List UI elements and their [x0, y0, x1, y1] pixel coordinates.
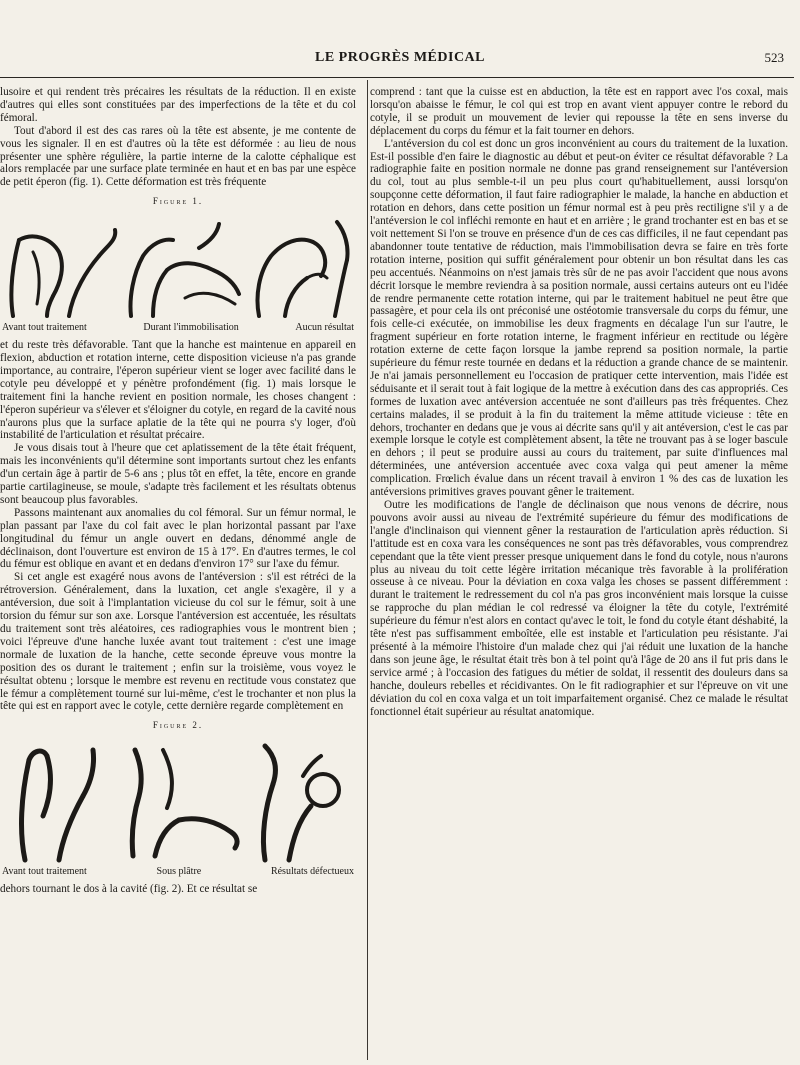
- column-divider: [367, 80, 368, 1060]
- paragraph: et du reste très défavorable. Tant que la hanche est maintenue en appareil en flexion, abduction et rotation interne, cette disposition vicieuse n'a pas grande importance, au contraire, l'éperon supérieur vient se loger avec facilité dans le cotyle peu développé et y pénètre profondément (fig. 1) mais lorsque le traitement fini la hanche revient en position normale, les choses changent : l'éperon supérieur va s'élever et s'éloigner du cotyle, en regard de la cavité nous n'aurons plus que la surface aplatie de la tête qui ne pourra s'y loger, d'où instabilité de l'articulation et résultat précaire.: [0, 339, 356, 442]
- figure-2-illustration: [3, 736, 353, 866]
- paragraph: Outre les modifications de l'angle de déclinaison que nous venons de décrire, nous pouvons avoir aussi au niveau de l'extrémité supérieure du fémur des modifications de l'angle d'inclinaison qui viennent gêner la restauration de l'articulation après réduction. Si l'attitude est en coxa vara les conséquences ne sont pas très défavorables, vous comprendrez cependant que la tête vient presser presque uniquement dans le fond du cotyle, nous n'aurons plus au niveau du toit cette légère irritation mécanique très favorable à la prolifération osseuse à ce niveau. Pour la déviation en coxa valga les choses se passent différemment : durant le traitement le redressement du col n'a pas gros inconvénient mais lorsque la cuisse se rapproche du plan médian le col redressé va éloigner la tête du cotyle, l'extrémité supérieure du fémur n'est alors en contact qu'avec le toit, le fond du cotyle étant déshabité, la tête n'est pas suffisamment emboîtée, elle est instable et l'articulation peu résistante. J'ai présenté à la mémoire l'histoire d'un malade chez qui j'ai réduit une luxation de la hanche dans son jeune âge, le résultat était très bon à tel point qu'à l'âge de 20 ans il fut pris dans le service armé ; à l'occasion des fatigues du métier de soldat, il ressentit des douleurs dans sa hanche, douleurs rebelles et récidivantes. On le fit radiographier et sur l'épreuve on vit une déviation du col en coxa valga et un toit imparfaitement organisé. Chez ce malade le résultat fonctionnel était supérieur au résultat anatomique.: [370, 499, 788, 718]
- figure-caption: Avant tout traitement: [2, 866, 87, 878]
- page-header: [0, 48, 800, 72]
- page-number: 523: [764, 50, 784, 65]
- paragraph: Tout d'abord il est des cas rares où la tête est absente, je me contente de vous les signaler. Il en est d'autres où la tête est déformée : au lieu de nous présenter une sphère régulière, la partie interne de la calotte céphalique est alors remplacée par une surface plate terminée en haut et en bas par une espèce de petit éperon (fig. 1). Cette déformation est très fréquente: [0, 124, 356, 189]
- figure-2-title: Figure 2.: [152, 720, 204, 731]
- header-rule: [0, 77, 794, 78]
- left-column: [0, 86, 356, 1061]
- paragraph: L'antéversion du col est donc un gros inconvénient au cours du traitement de la luxation. Est-il possible d'en faire le diagnostic au début et peut-on éviter ce résultat défavorable ? La radiographie faite en position normale ne donne pas grand renseignement sur l'antéversion du col, tout au plus semble-t-il un peu plus court qu'habituellement, aussi lorsqu'on soupçonne cette déformation, il faut faire radiographier le malade, la hanche en abduction et rotation en dehors, dans cette position un fémur normal est à peu près rectiligne s'il y a de l'antéversion le col infléchi remonte en haut et en arrière ; le grand trochanter est en bas et se voit nettement Si l'on se trouve en présence d'un de ces cas difficiles, il ne faut cependant pas abandonner toute tentative de réduction, mais l'immobilisation devra se faire en très forte rotation interne, position qui suffit généralement pour obtenir un bon résultat dans les cas peu accentués. Néanmoins on n'est jamais très sûr de ne pas avoir l'accident que nous avons décrit lorsque le membre reviendra à sa position normale, aussi certains auteurs ont eu l'idée de rendre permanente cette rotation interne, qui par le traitement habituel ne peut être que passagère, et pour cela ils ont préconisé une ostéotomie transversale du corps du fémur, une fois celle-ci exécutée, on immobilise les deux fragments en décalage l'un sur l'autre, le fragment supérieur en forte rotation interne, le fragment inférieur en rectitude ou légère rotation externe de cette façon lorsque la jambe reprend sa position normale, la partie supérieure du fémur reste tournée en dedans et la réduction a grande chance de se maintenir. Je n'ai jamais personnellement eu l'occasion de pratiquer cette intervention, mais l'idée est séduisante et il serait tout à fait logique de la mettre à exécution dans des cas appropriés. Ces formes de luxation avec antéversion accentuée ne sont d'ailleurs pas très fréquentes. Chez certains malades, il se produit à la fin du traitement la même attitude vicieuse : tête en dehors, trochanter en dedans que je vous ai décrite sans qu'il y ait antéversion, c'est le cas par exemple lorsque le cotyle est complètement absent, la tête ne trouvant pas à se loger bascule en dehors ; il peut se produire aussi au cours du traitement, par suite d'influences mal déterminées, une antéversion accentuée avec coxa valga qui peut amener la même complication. Frœlich évalue dans un récent travail à environ 1 % des cas de luxation les antéversions primitives graves pouvant gêner le traitement.: [370, 137, 788, 499]
- paragraph: dehors tournant le dos à la cavité (fig. 2). Et ce résultat se: [0, 883, 258, 896]
- paragraph: Si cet angle est exagéré nous avons de l'antéversion : s'il est rétréci de la rétroversion. Généralement, dans la luxation, cet angle s'exagère, il y a antéversion, due soit à l'implantation vicieuse du col sur le fémur, soit à une torsion du fémur sur son axe. Lorsque l'antéversion est accentuée, les résultats du traitement sont très aléatoires, ces radiographies vous le montrent bien ; voici l'épreuve d'une hanche luxée avant tout traitement : c'est une image normale de luxation de la hanche, cette seconde épreuve vous montre la position des os durant le traitement ; enfin sur la troisième, vous voyez le résultat obtenu ; lorsque le membre est revenu en rectitude vous constatez que le fémur a complètement tourné sur lui-même, c'est le trochanter et non plus la tête qui est en rapport avec le cotyle, cette dernière regarde complètement en: [0, 571, 356, 713]
- paragraph: Passons maintenant aux anomalies du col fémoral. Sur un fémur normal, le plan passant par l'axe du col fait avec le plan horizontal passant par l'axe longitudinal du fémur un angle ouvert en dedans, dénommé angle de déclinaison, dont l'ouverture est environ de 15 à 17°. En d'autres termes, le col du fémur est oblique en avant et en dedans d'environ 17° sur l'axe du fémur.: [0, 506, 356, 571]
- paragraph: comprend : tant que la cuisse est en abduction, la tête est en rapport avec l'os coxal, mais lorsqu'on abaisse le fémur, le col qui est trop en avant vient appuyer contre le rebord du cotyle, il se produit un mouvement de levier qui repousse la tête en sens inverse du déplacement du corps du fémur et la fait tourner en dehors.: [370, 86, 788, 137]
- right-column: [370, 86, 788, 1061]
- figure-1-title: Figure 1.: [152, 196, 204, 207]
- figure-1: [0, 195, 356, 335]
- figure-2-captions: [0, 866, 356, 879]
- figure-1-illustration: [3, 212, 353, 322]
- journal-title: LE PROGRÈS MÉDICAL: [314, 50, 486, 65]
- paragraph: lusoire et qui rendent très précaires les résultats de la réduction. Il en existe d'autres qui elles sont constituées par des imperfections de la tête et du col fémoral.: [0, 86, 356, 124]
- figure-caption: Durant l'immobilisation: [143, 322, 239, 334]
- paragraph: Je vous disais tout à l'heure que cet aplatissement de la tête était fréquent, mais les inconvénients qu'il détermine sont importants surtout chez les enfants d'un certain âge à partir de 5-6 ans ; plus tôt en effet, la tête, encore en grande partie cartilagineuse, se moule, s'adapte très facilement et les résultats obtenus sont beaucoup plus favorables.: [0, 442, 356, 506]
- figure-1-captions: [0, 322, 356, 335]
- figure-2: [0, 719, 356, 879]
- figure-caption: Aucun résultat: [295, 322, 354, 334]
- figure-caption: Avant tout traitement: [2, 322, 87, 334]
- figure-caption: Sous plâtre: [156, 866, 202, 878]
- figure-caption: Résultats défectueux: [270, 866, 354, 878]
